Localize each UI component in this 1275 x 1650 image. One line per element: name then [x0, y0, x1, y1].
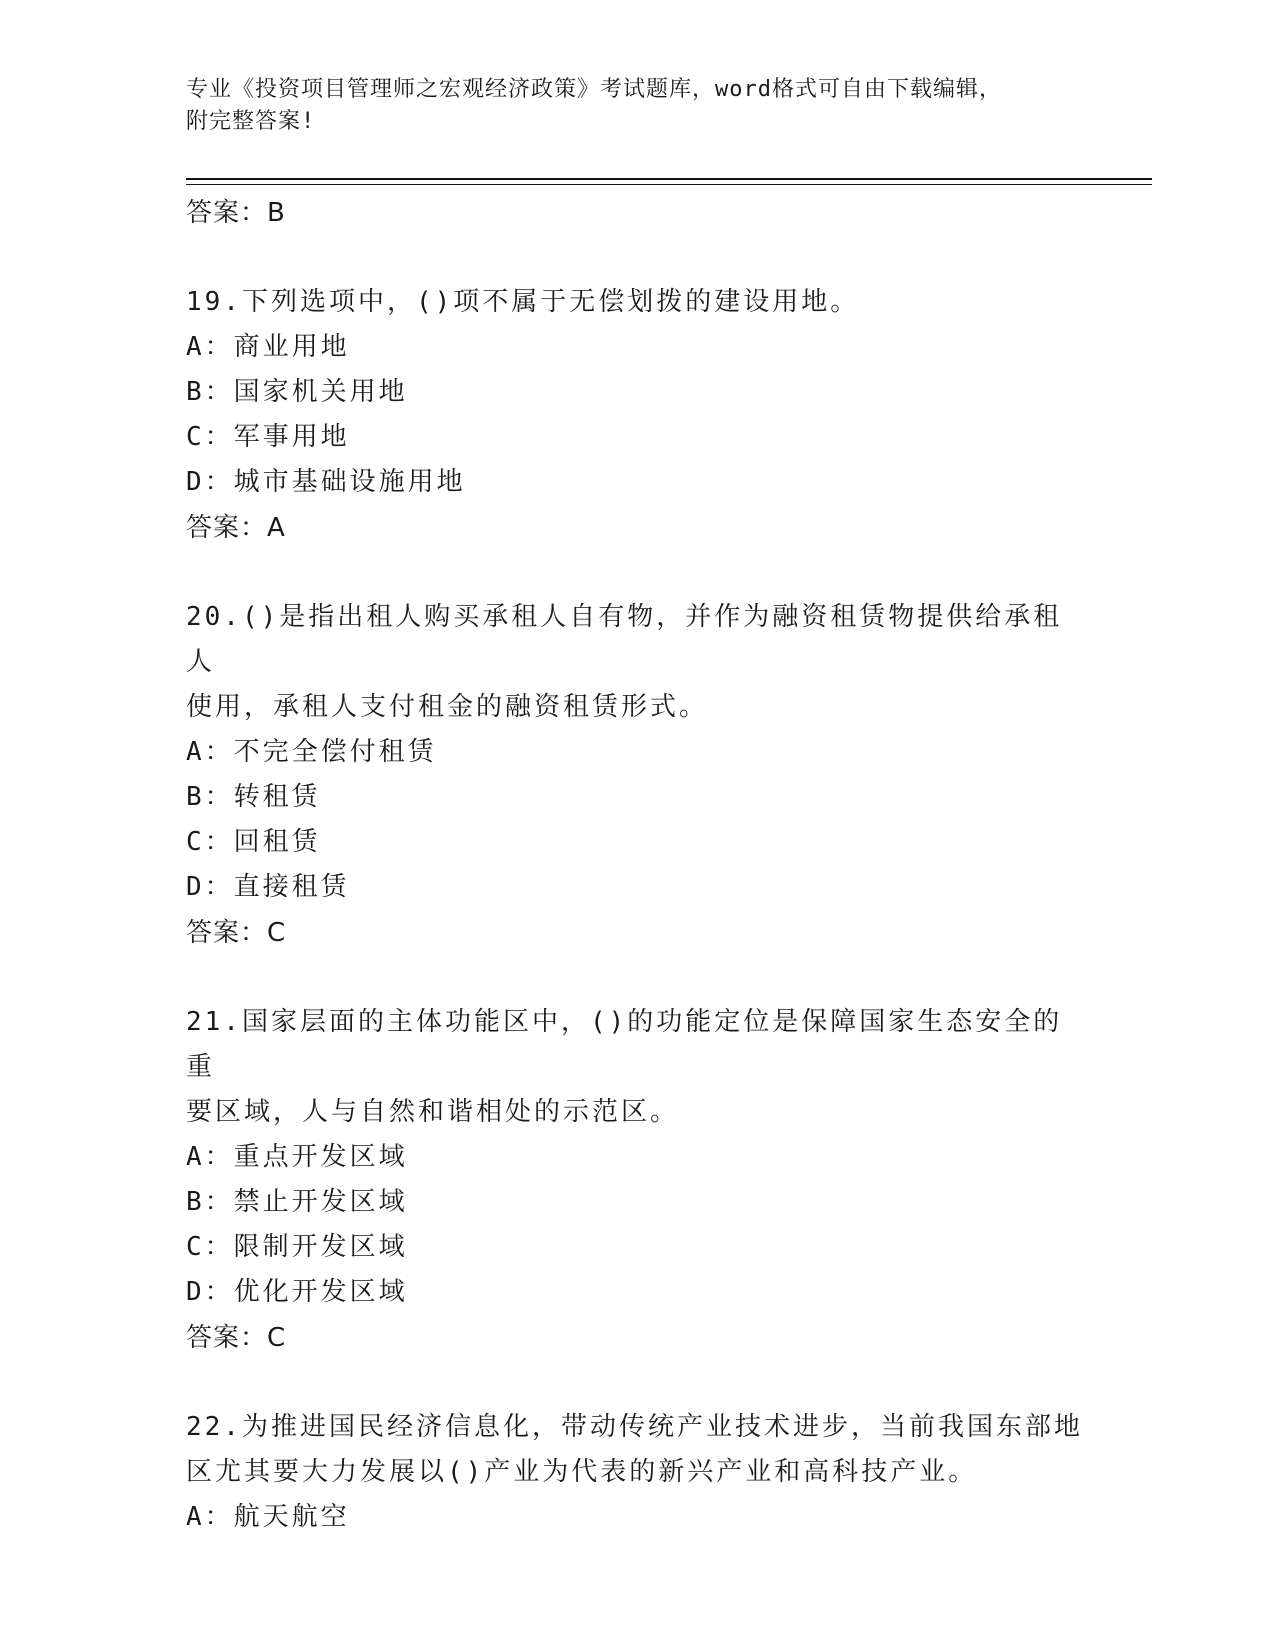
- question-text: 21.国家层面的主体功能区中，()的功能定位是保障国家生态安全的重: [186, 1007, 1063, 1082]
- option-b: B：国家机关用地: [186, 377, 408, 407]
- answer-line: 答案：C: [186, 1323, 287, 1353]
- option-d: D：优化开发区域: [186, 1277, 408, 1307]
- answer-line: 答案：A: [186, 513, 286, 543]
- question-text-continued: 使用，承租人支付租金的融资租赁形式。: [186, 692, 709, 722]
- header-line-1: 专业《投资项目管理师之宏观经济政策》考试题库，word格式可自由下载编辑，: [186, 77, 1002, 102]
- option-b: B：禁止开发区域: [186, 1187, 408, 1217]
- option-a: A：商业用地: [186, 332, 350, 362]
- option-d: D：直接租赁: [186, 872, 350, 902]
- question-list: [186, 190, 1086, 1540]
- option-c: C：限制开发区域: [186, 1232, 408, 1262]
- option-b: B：转租赁: [186, 782, 321, 812]
- answer-line: 答案：B: [186, 198, 286, 228]
- spacer: [186, 551, 1086, 595]
- question-20: [186, 595, 1086, 956]
- option-c: C：军事用地: [186, 422, 350, 452]
- spacer: [186, 1361, 1086, 1405]
- question-19: [186, 280, 1086, 551]
- question-text-continued: 区尤其要大力发展以()产业为代表的新兴产业和高科技产业。: [186, 1457, 978, 1487]
- header-rule-thin: [186, 184, 1152, 185]
- document-header: [186, 74, 1086, 138]
- option-a: A：航天航空: [186, 1502, 350, 1532]
- question-text-continued: 要区域，人与自然和谐相处的示范区。: [186, 1097, 680, 1127]
- option-d: D：城市基础设施用地: [186, 467, 466, 497]
- question-text: 22.为推进国民经济信息化，带动传统产业技术进步，当前我国东部地: [186, 1412, 1083, 1442]
- spacer: [186, 956, 1086, 1000]
- option-a: A：重点开发区域: [186, 1142, 408, 1172]
- option-c: C：回租赁: [186, 827, 321, 857]
- spacer: [186, 236, 1086, 280]
- option-a: A：不完全偿付租赁: [186, 737, 437, 767]
- question-21: [186, 1000, 1086, 1361]
- answer-line: 答案：C: [186, 918, 287, 948]
- question-22: [186, 1405, 1086, 1540]
- question-text: 19.下列选项中，()项不属于无偿划拨的建设用地。: [186, 287, 860, 317]
- question-text: 20.()是指出租人购买承租人自有物，并作为融资租赁物提供给承租人: [186, 602, 1063, 677]
- header-line-2: 附完整答案!: [186, 109, 316, 134]
- header-rule-thick: [186, 178, 1152, 180]
